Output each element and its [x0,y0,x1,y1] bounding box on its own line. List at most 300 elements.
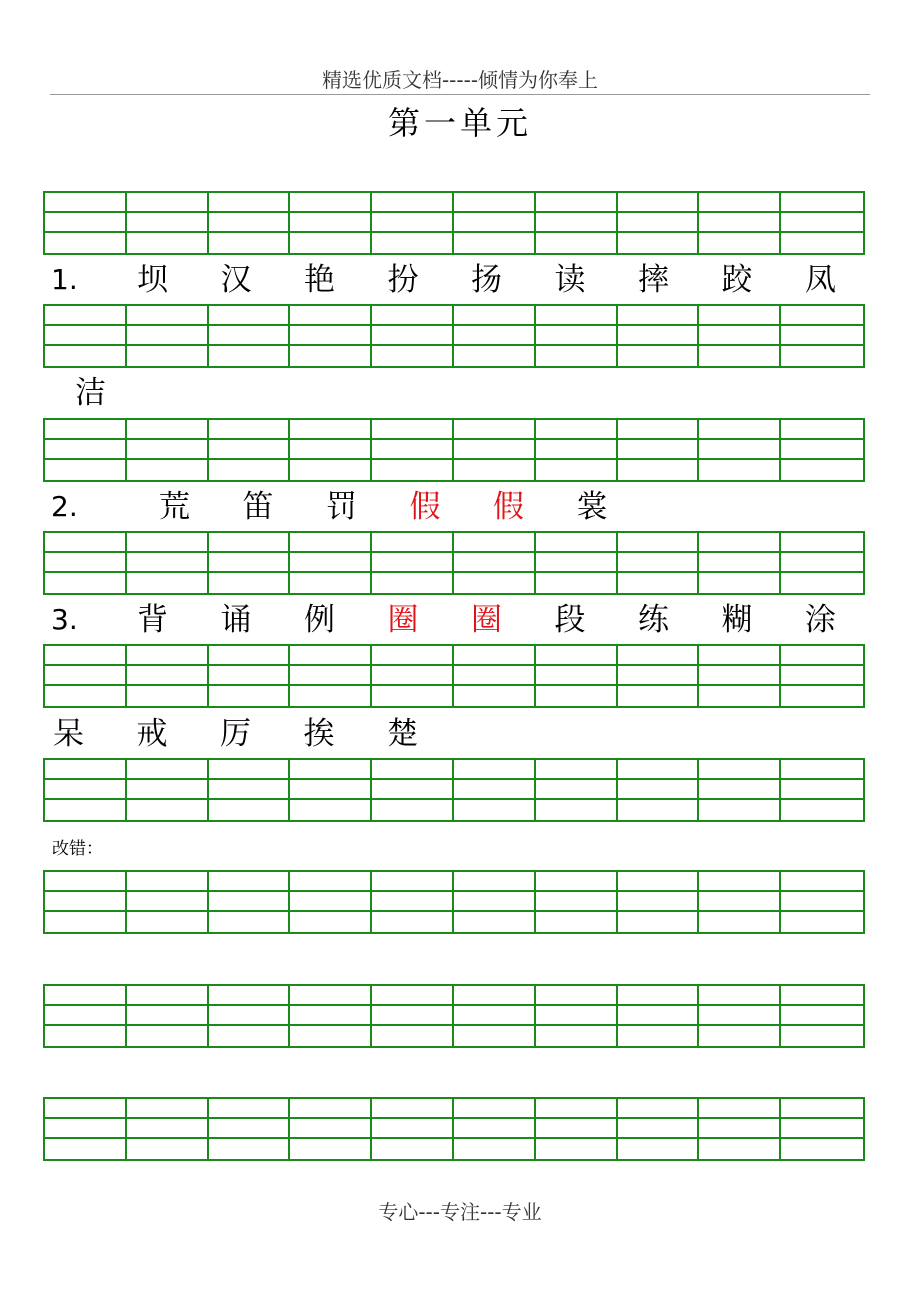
vocab-char: 呆 [53,716,84,752]
grid-cell [290,760,372,780]
grid-cell [618,666,700,686]
grid-cell [699,666,781,686]
grid-cell [372,666,454,686]
grid-cell [372,326,454,346]
grid-cell [454,233,536,253]
grid-cell [372,533,454,553]
grid-cell [618,1026,700,1046]
grid-cell [454,686,536,706]
grid-cell [454,666,536,686]
grid-cell [290,326,372,346]
grid-cell [45,1099,127,1119]
grid-cell [127,346,209,366]
grid-cell [618,420,700,440]
grid-cell [781,872,863,892]
grid-cell [781,986,863,1006]
grid-cell [699,193,781,213]
grid-cell [290,892,372,912]
grid-cell [536,573,618,593]
grid-cell [454,533,536,553]
grid-cell [536,346,618,366]
vocab-char: 圈 [387,602,419,638]
grid-cell [290,420,372,440]
grid-cell [781,346,863,366]
grid-cell [372,912,454,932]
grid-cell [536,1099,618,1119]
grid-cell [290,1139,372,1159]
grid-cell [372,686,454,706]
grid-cell [454,892,536,912]
grid-cell [127,213,209,233]
grid-cell [290,533,372,553]
grid-cell [536,1026,618,1046]
grid-cell [127,780,209,800]
item-number: 1. [51,263,78,296]
vocab-char: 例 [304,602,335,638]
writing-grid [43,1097,865,1161]
grid-cell [618,460,700,480]
grid-cell [45,213,127,233]
grid-cell [45,912,127,932]
grid-cell [781,646,863,666]
grid-cell [45,193,127,213]
grid-cell [699,646,781,666]
vocab-char: 涂 [805,602,836,638]
grid-cell [536,326,618,346]
grid-cell [536,666,618,686]
grid-cell [45,1026,127,1046]
text-row-3 [43,598,861,642]
vocab-char: 罚 [326,489,357,525]
vocab-char: 假 [409,489,441,525]
grid-cell [372,872,454,892]
grid-cell [45,420,127,440]
grid-cell [290,553,372,573]
grid-cell [45,553,127,573]
grid-cell [127,533,209,553]
grid-cell [536,440,618,460]
grid-cell [699,533,781,553]
grid-cell [454,213,536,233]
grid-cell [45,646,127,666]
text-row-1b [43,371,861,415]
grid-cell [618,440,700,460]
grid-cell [45,440,127,460]
grid-cell [127,666,209,686]
grid-cell [209,1099,291,1119]
grid-cell [45,1006,127,1026]
grid-cell [454,1006,536,1026]
vocab-char: 厉 [220,716,251,752]
grid-cell [290,646,372,666]
vocab-char: 裳 [576,489,608,525]
grid-cell [781,1119,863,1139]
grid-cell [699,912,781,932]
grid-cell [209,800,291,820]
grid-cell [127,553,209,573]
item-number: 3. [51,603,78,636]
grid-cell [209,306,291,326]
grid-cell [536,213,618,233]
grid-cell [454,760,536,780]
grid-cell [699,346,781,366]
grid-cell [454,872,536,892]
grid-cell [781,193,863,213]
vocab-char: 糊 [721,602,753,638]
grid-cell [290,666,372,686]
grid-cell [127,306,209,326]
grid-cell [781,440,863,460]
writing-grid [43,304,865,368]
vocab-char: 扬 [471,262,502,298]
grid-cell [781,233,863,253]
vocab-char: 艳 [304,262,335,298]
writing-grid [43,531,865,595]
grid-cell [127,892,209,912]
grid-cell [290,440,372,460]
vocab-char: 笛 [242,489,274,525]
grid-cell [45,346,127,366]
grid-cell [781,420,863,440]
grid-cell [372,213,454,233]
grid-cell [618,872,700,892]
grid-cell [536,1119,618,1139]
text-row-2 [43,485,861,529]
grid-cell [454,780,536,800]
grid-cell [454,912,536,932]
grid-cell [699,233,781,253]
grid-cell [209,1026,291,1046]
grid-cell [781,213,863,233]
vocab-char: 荒 [159,489,190,525]
grid-cell [454,306,536,326]
grid-cell [127,1006,209,1026]
grid-cell [372,573,454,593]
grid-cell [372,800,454,820]
grid-cell [699,800,781,820]
grid-cell [209,686,291,706]
grid-cell [372,760,454,780]
grid-cell [209,1006,291,1026]
page-footer: 专心---专注---专业 [378,1200,542,1224]
grid-cell [699,326,781,346]
grid-cell [209,780,291,800]
vocab-char: 楚 [387,716,418,752]
writing-grid [43,418,865,482]
vocab-char: 摔 [638,262,669,298]
grid-cell [454,986,536,1006]
grid-cell [209,1119,291,1139]
grid-cell [209,986,291,1006]
grid-cell [290,233,372,253]
grid-cell [45,1119,127,1139]
grid-cell [45,533,127,553]
grid-cell [781,553,863,573]
grid-cell [536,780,618,800]
grid-cell [127,573,209,593]
grid-cell [290,460,372,480]
grid-cell [45,986,127,1006]
grid-cell [127,440,209,460]
grid-cell [781,800,863,820]
text-row-1 [43,258,861,302]
grid-cell [699,872,781,892]
grid-cell [290,306,372,326]
grid-cell [45,666,127,686]
grid-cell [209,326,291,346]
writing-grid [43,758,865,822]
grid-cell [536,233,618,253]
grid-cell [372,1119,454,1139]
grid-cell [618,346,700,366]
grid-cell [372,646,454,666]
grid-cell [45,800,127,820]
grid-cell [372,780,454,800]
writing-grid [43,644,865,708]
grid-cell [618,233,700,253]
grid-cell [290,1006,372,1026]
grid-cell [372,1099,454,1119]
grid-cell [372,193,454,213]
grid-cell [699,460,781,480]
grid-cell [536,1139,618,1159]
grid-cell [290,1026,372,1046]
grid-cell [127,1139,209,1159]
vocab-char: 诵 [220,602,252,638]
grid-cell [699,1119,781,1139]
grid-cell [454,326,536,346]
grid-cell [618,213,700,233]
text-row-3b [43,712,861,756]
grid-cell [209,440,291,460]
grid-cell [618,573,700,593]
grid-cell [454,1099,536,1119]
grid-cell [536,800,618,820]
grid-cell [127,760,209,780]
grid-cell [536,892,618,912]
grid-cell [45,686,127,706]
grid-cell [699,420,781,440]
grid-cell [536,1006,618,1026]
grid-cell [372,892,454,912]
grid-cell [209,892,291,912]
grid-cell [699,1026,781,1046]
grid-cell [209,1139,291,1159]
vocab-char: 洁 [75,375,106,411]
grid-cell [454,193,536,213]
grid-cell [699,780,781,800]
grid-cell [454,800,536,820]
grid-cell [781,760,863,780]
grid-cell [699,1099,781,1119]
grid-cell [618,686,700,706]
grid-cell [536,872,618,892]
grid-cell [618,193,700,213]
grid-cell [209,553,291,573]
grid-cell [781,892,863,912]
grid-cell [372,420,454,440]
grid-cell [618,986,700,1006]
page-title: 第一单元 [387,104,532,142]
correction-label: 改错： [52,839,103,859]
grid-cell [618,912,700,932]
grid-cell [536,553,618,573]
grid-cell [454,1139,536,1159]
grid-cell [209,573,291,593]
grid-cell [45,892,127,912]
grid-cell [618,1099,700,1119]
grid-cell [536,193,618,213]
vocab-char: 挨 [303,716,335,752]
grid-cell [209,646,291,666]
grid-cell [618,800,700,820]
grid-cell [45,306,127,326]
grid-cell [372,306,454,326]
grid-cell [209,193,291,213]
grid-cell [618,646,700,666]
grid-cell [372,460,454,480]
vocab-char: 背 [137,602,168,638]
page-header: 精选优质文档-----倾情为你奉上 [321,68,599,92]
grid-cell [454,460,536,480]
grid-cell [781,1026,863,1046]
grid-cell [699,986,781,1006]
grid-cell [127,460,209,480]
grid-cell [536,986,618,1006]
grid-cell [290,573,372,593]
grid-cell [127,872,209,892]
grid-cell [127,1099,209,1119]
grid-cell [127,800,209,820]
grid-cell [290,912,372,932]
grid-cell [454,553,536,573]
grid-cell [454,420,536,440]
grid-cell [290,780,372,800]
grid-cell [781,460,863,480]
grid-cell [618,326,700,346]
grid-cell [290,1099,372,1119]
grid-cell [372,553,454,573]
grid-cell [454,573,536,593]
grid-cell [781,666,863,686]
grid-cell [781,780,863,800]
grid-cell [781,1006,863,1026]
grid-cell [209,872,291,892]
grid-cell [536,760,618,780]
grid-cell [209,420,291,440]
grid-cell [45,780,127,800]
grid-cell [781,1139,863,1159]
grid-cell [699,1139,781,1159]
grid-cell [699,892,781,912]
grid-cell [781,573,863,593]
grid-cell [290,213,372,233]
grid-cell [536,460,618,480]
grid-cell [781,533,863,553]
grid-cell [699,213,781,233]
grid-cell [127,986,209,1006]
grid-cell [45,573,127,593]
grid-cell [290,800,372,820]
grid-cell [127,420,209,440]
grid-cell [290,193,372,213]
grid-cell [372,1026,454,1046]
grid-cell [618,780,700,800]
grid-cell [699,686,781,706]
grid-cell [372,233,454,253]
grid-cell [618,1139,700,1159]
grid-cell [536,646,618,666]
grid-cell [209,666,291,686]
grid-cell [45,872,127,892]
grid-cell [618,1119,700,1139]
grid-cell [290,686,372,706]
grid-cell [536,912,618,932]
vocab-char: 坝 [137,262,168,298]
grid-cell [45,760,127,780]
grid-cell [699,573,781,593]
vocab-char: 凤 [805,262,836,298]
vocab-char: 扮 [387,262,419,298]
grid-cell [699,1006,781,1026]
header-rule [50,94,870,95]
grid-cell [127,1119,209,1139]
grid-cell [618,892,700,912]
grid-cell [781,306,863,326]
grid-cell [372,1006,454,1026]
grid-cell [781,1099,863,1119]
grid-cell [699,306,781,326]
grid-cell [45,326,127,346]
grid-cell [209,233,291,253]
vocab-char: 假 [493,489,524,525]
grid-cell [127,326,209,346]
grid-cell [618,533,700,553]
grid-cell [699,760,781,780]
grid-cell [781,686,863,706]
writing-grid [43,984,865,1048]
grid-cell [372,986,454,1006]
grid-cell [127,686,209,706]
grid-cell [290,1119,372,1139]
grid-cell [209,533,291,553]
item-number: 2. [51,490,78,523]
vocab-char: 圈 [471,602,502,638]
grid-cell [454,646,536,666]
grid-cell [536,686,618,706]
grid-cell [127,912,209,932]
grid-cell [699,553,781,573]
grid-cell [618,306,700,326]
grid-cell [536,533,618,553]
grid-cell [618,760,700,780]
grid-cell [127,1026,209,1046]
grid-cell [290,986,372,1006]
grid-cell [45,233,127,253]
grid-cell [45,460,127,480]
grid-cell [699,440,781,460]
grid-cell [454,440,536,460]
grid-cell [536,420,618,440]
vocab-char: 读 [554,262,586,298]
vocab-char: 段 [554,602,586,638]
grid-cell [127,193,209,213]
writing-grid [43,191,865,255]
grid-cell [454,1119,536,1139]
grid-cell [781,326,863,346]
grid-cell [372,346,454,366]
writing-grid [43,870,865,934]
